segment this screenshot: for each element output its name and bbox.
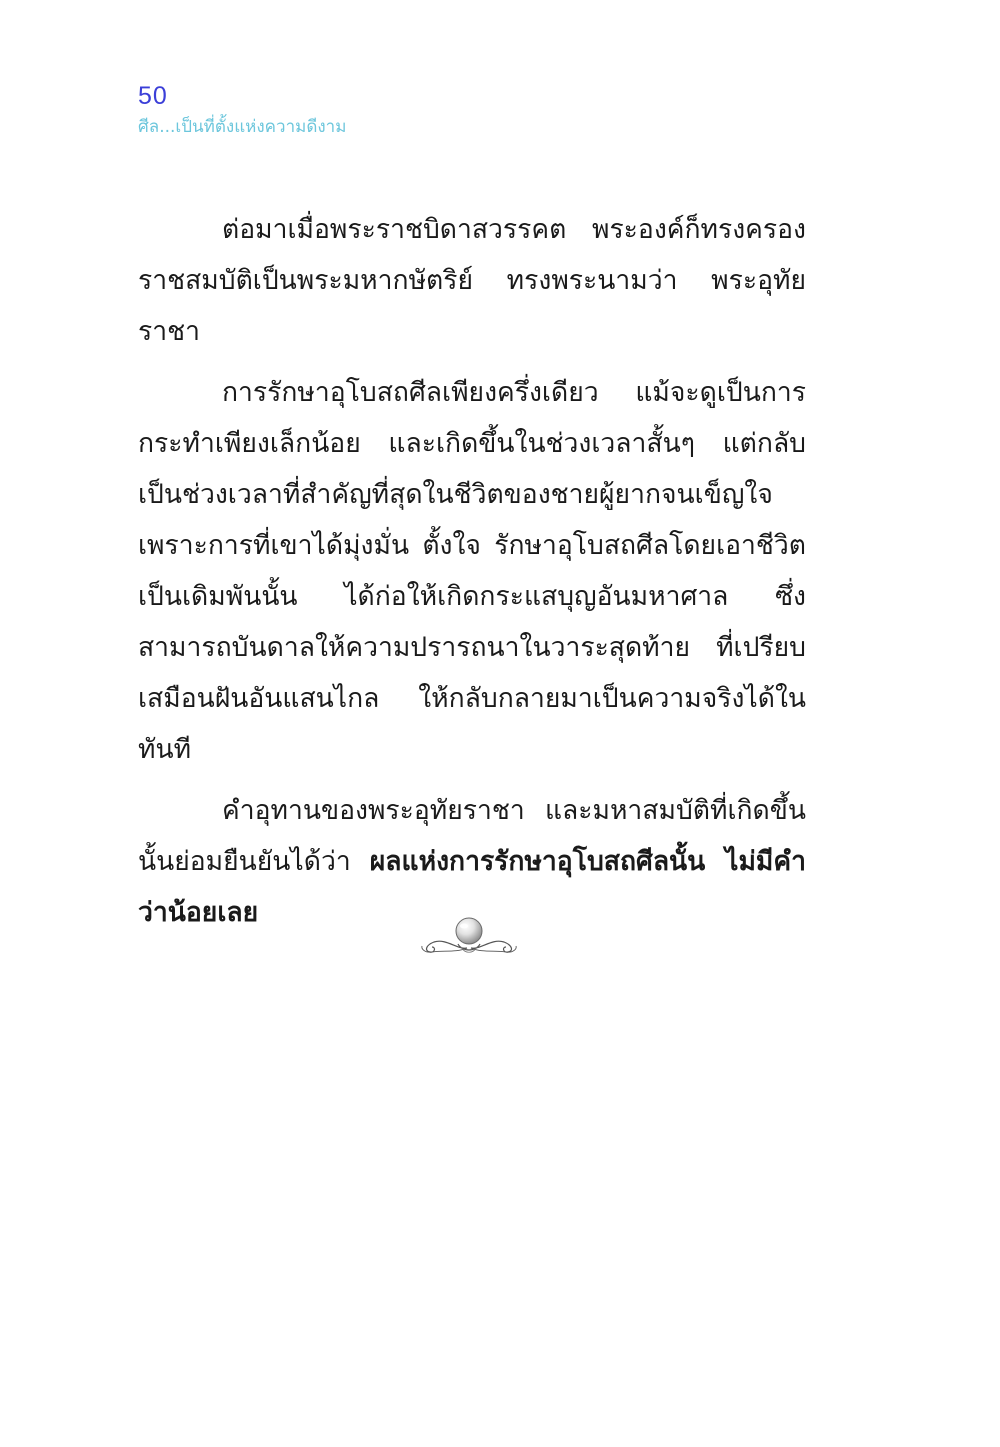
page-number: 50 (138, 82, 168, 110)
page-header (138, 80, 346, 140)
paragraph-1 (138, 204, 806, 357)
running-title: ศีล...เป็นที่ตั้งแห่งความดีงาม (138, 117, 347, 137)
paragraph-3-bold-conclusion: ผลแห่งการรักษาอุโบสถศีลนั้น ไม่มีคำว่าน้อยเลย (138, 846, 806, 928)
pearl-scroll-ornament-icon (418, 908, 520, 964)
body-text (138, 204, 806, 948)
paragraph-2-text: การรักษาอุโบสถศีลเพียงครึ่งเดียว แม้จะดูเป็นการกระทำเพียงเล็กน้อย และเกิดขึ้นในช่วงเวลาสั้นๆ แต่กลับเป็นช่วงเวลาที่สำคัญที่สุดในชีวิตของชายผู้ยากจนเข็ญใจ เพราะการที่เขาได้มุ่งมั่น ตั้งใจ รักษาอุโบสถศีลโดยเอาชีวิตเป็นเดิมพันนั้น ได้ก่อให้เกิดกระแสบุญอันมหาศาล ซึ่งสามารถบันดาลให้ความปรารถนาในวาระสุดท้าย ที่เปรียบเสมือนฝันอันแสนไกล ให้กลับกลายมาเป็นความจริงได้ในทันที (138, 377, 806, 765)
paragraph-1-text: ต่อมาเมื่อพระราชบิดาสวรรคต พระองค์ก็ทรงครองราชสมบัติเป็นพระมหากษัตริย์ ทรงพระนามว่า พระอุทัยราชา (138, 214, 806, 347)
paragraph-2 (138, 367, 806, 775)
paragraph-3-text: คำอุทานของพระอุทัยราชา และมหาสมบัติที่เกิดขึ้นนั้นย่อมยืนยันได้ว่า (138, 795, 806, 877)
